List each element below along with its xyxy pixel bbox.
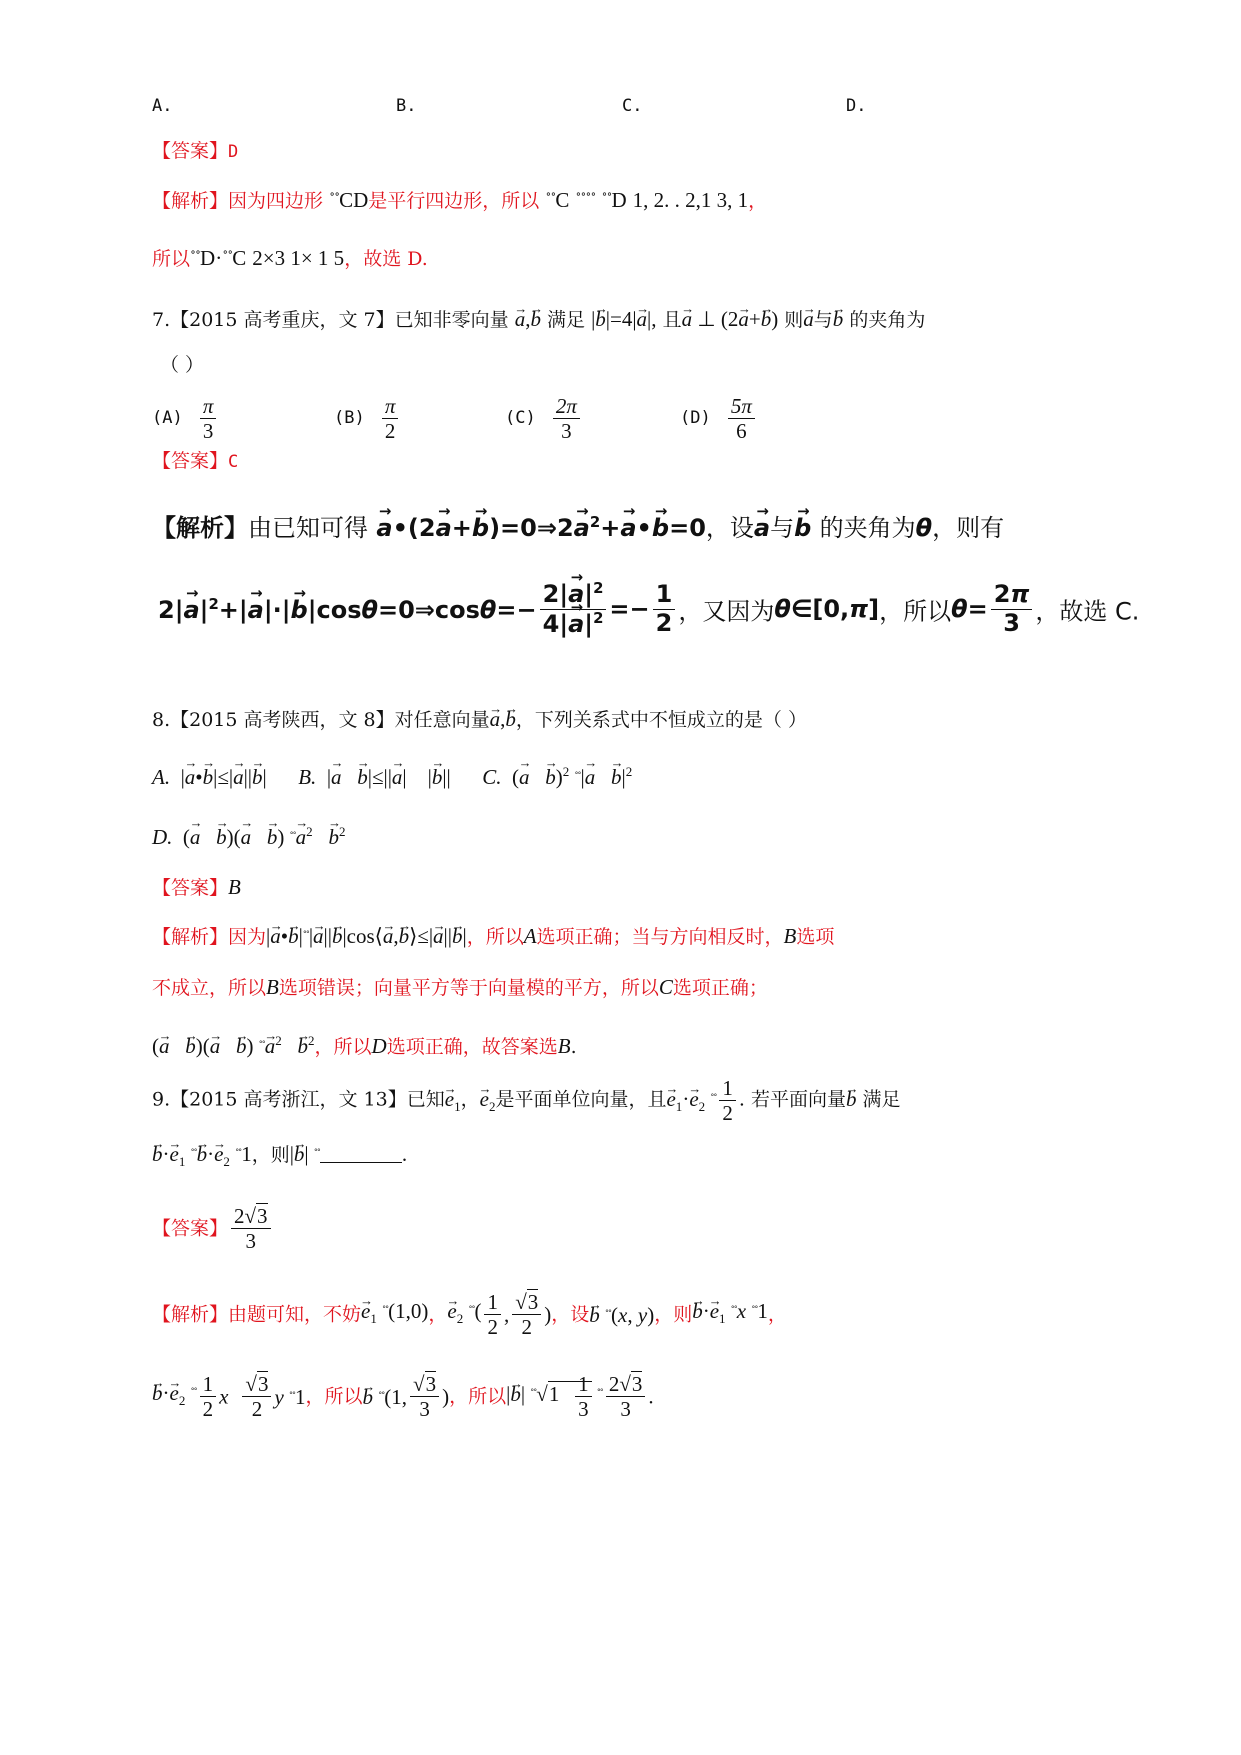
option-numerator: 5π	[728, 394, 755, 419]
exp-text: 由已知可得	[248, 514, 368, 542]
exp-text: 选项正确；	[672, 977, 768, 999]
q9-tail: . 若平面向量	[738, 1088, 846, 1111]
q7-tail3: 的夹角为	[849, 309, 926, 331]
exp-text: 所以	[152, 248, 191, 270]
exp-text: ，则有	[932, 514, 1005, 542]
q7-mid: 满足	[547, 309, 586, 331]
q6-option-d: D.	[846, 96, 867, 116]
q9-stem-line1: 9.【2015 高考浙江，文 13】已知→ $e_1$，→ $e_2$是平面单位向量，且→ $e_1\cdot\to e_2$ ˚˚ $\frac{1}{2}$ . 若平面向量→ b 满足	[152, 1076, 901, 1125]
answer-blank	[320, 1162, 402, 1163]
q9-explanation-line1: 【解析】由题可知，不妨→ $e_1$ ˚˚(1,0)，→ $e_2$ ˚˚( $\frac{1}{2}$ , $\frac{√3}{2}$ )，设→ b ˚˚(x, y)，则→ $b\cdot\to e_1$ ˚˚x ˚˚1，	[152, 1290, 787, 1339]
q7-paren: （ ）	[160, 354, 205, 376]
option-numerator: π	[200, 394, 217, 419]
option-denominator: 3	[202, 419, 214, 444]
q8-options-line1: A. |→ a•→ b|≤|→ a||→ b| B. |→ a → b|≤||→ a| |→ b|| C. (→ a → b)$^2$ ˚˚|→ $a \to b|^2$	[152, 764, 632, 790]
q8-options-line2: D. (→ a → b)(→ a → b) ˚˚→ $a^2 \to b^2$	[152, 824, 345, 850]
q9-head: 9.【2015 高考浙江，文 13】已知	[152, 1088, 445, 1111]
answer-value: B	[228, 875, 241, 899]
q9-mid: 是平面单位向量，且	[495, 1088, 667, 1111]
option-numerator: 2π	[553, 394, 580, 419]
option-label: (A)	[152, 408, 183, 429]
exp-text: ，设	[705, 514, 754, 542]
answer-value: D	[228, 142, 239, 162]
option-denominator: 2	[384, 419, 396, 444]
answer-label: 【答案】	[152, 877, 229, 899]
exp-text: 不成立，所以	[152, 977, 267, 999]
exp-text: 因为	[228, 926, 267, 948]
q7-explanation-line2: $2|\to a|^2+|\to a|\cdot|\to$ b|cosθ=0⇒cosθ=− $\frac{2|\to a|^2}{4|\to a|^2}$ =− $\frac{1}{2}$ ，又因为θ∈[0,π]，所以θ= $\frac{2\pi}{3}$ ，故选 C.	[158, 580, 1139, 638]
q7-option-a	[152, 394, 219, 443]
q8-explanation-line3: (→ a → b)(→ a → b) ˚˚→ $a^2 \to b^2$，所以D选项正确，故答案选B.	[152, 1028, 577, 1060]
q9-explanation-line2: → $b\cdot\to e_2$ ˚˚ $\frac{1}{2}$ x $\frac{√3}{2}$ y ˚˚1，所以→ b ˚˚(1, $\frac{√3}{3}$ )，所以|→ b| ˚˚√1 $\frac{1}{3}$ ˚˚ $\frac{2√3}{3}$ .	[152, 1372, 654, 1421]
exp-text: ，故选 D.	[344, 248, 428, 270]
exp-text: ，	[748, 190, 768, 212]
explanation-label: 【解析】	[152, 926, 229, 948]
q8-explanation-line2: 不成立，所以B选项错误；向量平方等于向量模的平方，所以C选项正确；	[152, 975, 768, 999]
exp-text: ，则	[654, 1303, 693, 1326]
answer-value: C	[228, 452, 239, 472]
exp-text: 选项正确；当与方向相反时，	[536, 926, 784, 948]
option-label: (C)	[505, 408, 536, 429]
exp-text: 选项错误；向量平方等于向量模的平方，所以	[278, 977, 659, 999]
exp-text: 选项	[796, 926, 835, 948]
exp-text: ，又因为	[678, 597, 775, 626]
q7-stem: 7.【2015 高考重庆，文 7】已知非零向量 → a,→ b 满足 |→ b|=4|→ a|, 且→ a ⊥ (2→ a+→ b) 则→ a与→ b 的夹角为	[152, 306, 925, 333]
q7-tail2: 与	[813, 309, 833, 331]
exp-math: D	[611, 188, 627, 212]
q9-line2-end: ，则	[251, 1144, 290, 1166]
q7-explanation-line1: 【解析】由已知可得 → a•(2→ a+→ b)=0⇒2→ $a^2+\to$ a•→ b=0，设→ a与→ b 的夹角为θ，则有	[152, 508, 1004, 543]
answer-label: 【答案】	[152, 450, 229, 472]
exp-text: ，故选 C.	[1035, 597, 1140, 626]
q6-explanation-line2: 所以˚˚D·˚˚C 2×3 1× 1 5，故选 D.	[152, 246, 428, 270]
q9-tail2: 满足	[862, 1088, 901, 1111]
q6-answer	[152, 138, 238, 165]
option-denominator: 3	[561, 419, 572, 444]
exp-text: ，所以	[449, 1385, 507, 1408]
exp-math: C	[555, 188, 570, 212]
exp-text: 选项正确，故答案选	[386, 1036, 558, 1058]
q9-answer: 【答案】 $\frac{2√3}{3}$	[152, 1204, 274, 1253]
exp-text: 因为四边形	[228, 190, 324, 212]
exp-math: 2×3 1× 1 5	[252, 246, 345, 270]
answer-label: 【答案】	[152, 1217, 229, 1240]
option-numerator: π	[382, 394, 399, 419]
exp-text: ，所以	[879, 597, 952, 626]
exp-text: ，所以	[305, 1385, 363, 1408]
q7-option-b	[334, 394, 401, 443]
q7-head: 7.【2015 高考重庆，文 7】已知非零向量	[152, 309, 509, 331]
exp-text: 的夹角为	[819, 514, 916, 542]
q6-explanation-line1: 【解析】因为四边形 ˚˚CD是平行四边形，所以 ˚˚C ˚˚˚˚ ˚˚D 1, 2. . 2,1 3, 1，	[152, 188, 768, 212]
option-denominator: 6	[736, 419, 747, 444]
q8-stem: 8.【2015 高考陕西，文 8】对任意向量→ a,→ b，下列关系式中不恒成立的是（ ）	[152, 706, 807, 733]
q6-option-b: B.	[396, 96, 417, 116]
q8-explanation-line1: 【解析】因为|→ a•→ b|˚˚|→ a||→ b|cos⟨→ a,→ b⟩≤|→ a||→ b|，所以A选项正确；当与方向相反时，B选项	[152, 922, 834, 950]
q7-mid2: 且	[662, 309, 682, 331]
exp-text: 与	[770, 514, 795, 542]
q6-option-c: C.	[622, 96, 643, 116]
option-label: (D)	[680, 408, 711, 429]
q7-option-c	[505, 394, 583, 443]
q6-option-a: A.	[152, 96, 173, 116]
explanation-label: 【解析】	[152, 514, 248, 542]
exp-text: ，所以	[466, 926, 524, 948]
exp-text: 是平行四边形，所以	[368, 190, 540, 212]
q8-tail: ，下列关系式中不恒成立的是（ ）	[515, 709, 807, 731]
q9-stem-line2: → $b\cdot\to e_1$ ˚˚→ $b\cdot\to e_2$ ˚˚1，则|→ b| ˚˚ .	[152, 1140, 407, 1175]
exp-math: 1, 2. . 2,1 3, 1	[632, 188, 749, 212]
exp-text: ，所以	[314, 1036, 372, 1058]
exp-math: D	[200, 246, 216, 270]
q7-tail: 则	[784, 309, 804, 331]
exp-text: ，设	[551, 1303, 590, 1326]
exp-math: C	[232, 246, 247, 270]
q7-option-d	[680, 394, 758, 443]
explanation-label: 【解析】	[152, 1303, 229, 1326]
q8-head: 8.【2015 高考陕西，文 8】对任意向量	[152, 709, 490, 731]
exp-text: ，	[767, 1303, 787, 1326]
explanation-label: 【解析】	[152, 190, 229, 212]
option-label: (B)	[334, 408, 365, 429]
exp-text: 由题可知，不妨	[228, 1303, 362, 1326]
exp-math: CD	[339, 188, 369, 212]
q7-answer	[152, 448, 238, 475]
exp-text: .	[570, 1036, 577, 1058]
q8-answer	[152, 874, 241, 901]
answer-label: 【答案】	[152, 140, 229, 162]
